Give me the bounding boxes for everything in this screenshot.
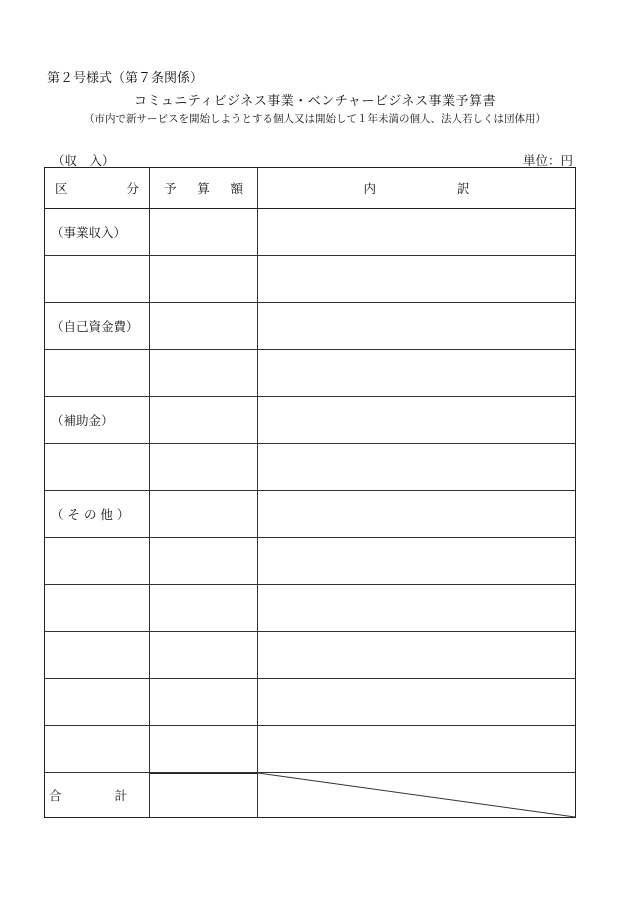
header-amount-char-1: 予 — [164, 181, 177, 196]
row-amount-cell[interactable] — [150, 256, 258, 302]
row-breakdown-cell[interactable] — [258, 350, 575, 396]
row-category-cell[interactable] — [45, 679, 150, 725]
table-row — [45, 444, 575, 491]
table-row — [45, 350, 575, 397]
row-amount-cell[interactable] — [150, 632, 258, 678]
row-breakdown-cell[interactable] — [258, 209, 575, 255]
table-row — [45, 632, 575, 679]
header-category-char-1: 区 — [55, 181, 68, 196]
row-category-cell[interactable] — [45, 538, 150, 584]
row-amount-cell[interactable] — [150, 538, 258, 584]
total-diagonal-line — [258, 773, 575, 817]
total-amount-cell[interactable] — [150, 773, 258, 817]
row-amount-cell[interactable] — [150, 726, 258, 772]
form-number: 第２号様式（第７条関係） — [47, 71, 204, 86]
unit-label: 単位：円 — [522, 153, 573, 168]
row-breakdown-cell[interactable] — [258, 726, 575, 772]
header-amount-char-2: 算 — [197, 181, 210, 196]
budget-table — [44, 167, 576, 818]
total-label-char-1: 合 — [49, 788, 62, 803]
table-row — [45, 209, 575, 256]
table-row — [45, 726, 575, 773]
row-category-cell[interactable] — [45, 350, 150, 396]
row-category-cell[interactable]: （ そ の 他 ） — [45, 491, 150, 537]
row-amount-cell[interactable] — [150, 397, 258, 443]
row-category-cell[interactable] — [45, 585, 150, 631]
header-category-char-2: 分 — [126, 181, 139, 196]
document-title: コミュニティビジネス事業・ベンチャービジネス事業予算書 — [133, 94, 497, 109]
section-label-income: （収 入） — [52, 153, 115, 168]
header-amount-char-3: 額 — [230, 181, 243, 196]
row-amount-cell[interactable] — [150, 585, 258, 631]
row-amount-cell[interactable] — [150, 209, 258, 255]
header-breakdown-char-1: 内 — [363, 181, 377, 196]
header-category — [45, 168, 150, 208]
row-category-cell[interactable] — [45, 444, 150, 490]
document-subtitle: （市内で新サービスを開始しようとする個人又は開始して１年未満の個人、法人若しくは団体用） — [84, 113, 546, 125]
row-amount-cell[interactable] — [150, 679, 258, 725]
row-breakdown-cell[interactable] — [258, 632, 575, 678]
row-category-cell[interactable] — [45, 726, 150, 772]
header-breakdown — [258, 168, 575, 208]
table-header-row — [45, 168, 575, 209]
row-breakdown-cell[interactable] — [258, 538, 575, 584]
row-category-cell[interactable]: （事業収入） — [45, 209, 150, 255]
row-category-cell[interactable]: （自己資金費） — [45, 303, 150, 349]
row-amount-cell[interactable] — [150, 303, 258, 349]
row-breakdown-cell[interactable] — [258, 679, 575, 725]
table-row — [45, 585, 575, 632]
row-breakdown-cell[interactable] — [258, 256, 575, 302]
table-row — [45, 538, 575, 585]
header-breakdown-char-2: 訳 — [456, 181, 470, 196]
row-breakdown-cell[interactable] — [258, 585, 575, 631]
table-row — [45, 397, 575, 444]
table-row — [45, 679, 575, 726]
row-category-cell[interactable]: （補助金） — [45, 397, 150, 443]
row-amount-cell[interactable] — [150, 444, 258, 490]
row-breakdown-cell[interactable] — [258, 397, 575, 443]
row-breakdown-cell[interactable] — [258, 491, 575, 537]
total-label-char-2: 計 — [114, 788, 127, 803]
row-breakdown-cell[interactable] — [258, 444, 575, 490]
row-category-cell[interactable] — [45, 256, 150, 302]
table-row — [45, 491, 575, 538]
row-amount-cell[interactable] — [150, 350, 258, 396]
table-row — [45, 303, 575, 350]
total-row — [45, 773, 575, 817]
row-breakdown-cell[interactable] — [258, 303, 575, 349]
total-label — [45, 773, 150, 817]
table-row — [45, 256, 575, 303]
row-amount-cell[interactable] — [150, 491, 258, 537]
header-amount — [150, 168, 258, 208]
row-category-cell[interactable] — [45, 632, 150, 678]
